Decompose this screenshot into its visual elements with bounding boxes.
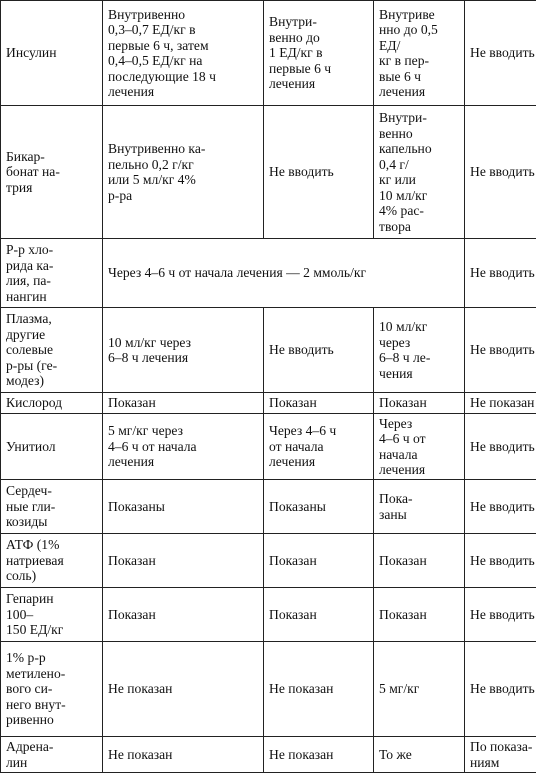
table-cell: Показан xyxy=(103,534,264,588)
table-cell: 5 мг/кг через 4–6 ч от начала лечения xyxy=(103,414,264,480)
table-cell: Не показан xyxy=(264,642,374,737)
table-cell: Внутривенно 0,3–0,7 ЕД/кг в первые 6 ч, затем 0,4–0,5 ЕД/кг на последующие 18 ч лечения xyxy=(103,1,264,106)
table-cell: Не показан xyxy=(103,642,264,737)
table-cell: Не вводить xyxy=(264,106,374,239)
table-cell: Не вводить xyxy=(465,588,536,642)
table-cell: Показан xyxy=(264,393,374,414)
table-row xyxy=(1,1,536,106)
table-cell: Внутри- венно капельно 0,4 г/ кг или 10 мл/кг 4% рас- твора xyxy=(374,106,465,239)
table-row xyxy=(1,414,536,480)
table-cell: Показан xyxy=(103,393,264,414)
table-row xyxy=(1,588,536,642)
table-cell: Внутри- венно до 1 ЕД/кг в первые 6 ч лечения xyxy=(264,1,374,106)
table-cell: Пока- заны xyxy=(374,480,465,534)
table-row xyxy=(1,239,536,308)
table-cell: Не вводить xyxy=(264,308,374,393)
table-row xyxy=(1,480,536,534)
table-cell: Показан xyxy=(374,588,465,642)
table-cell: То же xyxy=(374,737,465,773)
table-cell: Не вводить xyxy=(465,642,536,737)
table-cell: Показан xyxy=(374,534,465,588)
table-cell: Не вводить xyxy=(465,534,536,588)
table-cell: Не вводить xyxy=(465,239,536,308)
table-cell: Показаны xyxy=(103,480,264,534)
table-cell: Показан xyxy=(374,393,465,414)
table-cell: 5 мг/кг xyxy=(374,642,465,737)
table-cell: Внутриве нно до 0,5 ЕД/ кг в пер- вые 6 ч лечения xyxy=(374,1,465,106)
table-cell: Показаны xyxy=(264,480,374,534)
row-label-cell: Унитиол xyxy=(1,414,103,480)
row-label-cell: Р-р хло- рида ка- лия, па- нангин xyxy=(1,239,103,308)
row-label-cell: Плазма, другие солевые р-ры (ге- модез) xyxy=(1,308,103,393)
table-row xyxy=(1,393,536,414)
table-cell: Показан xyxy=(103,588,264,642)
row-label-cell: АТФ (1% натриевая соль) xyxy=(1,534,103,588)
table-row xyxy=(1,534,536,588)
table-cell: Через 4–6 ч от начала лечения xyxy=(374,414,465,480)
table-row xyxy=(1,642,536,737)
table-row xyxy=(1,106,536,239)
table-cell: Не показан xyxy=(465,393,536,414)
row-label-cell: Инсулин xyxy=(1,1,103,106)
table-cell: Не показан xyxy=(103,737,264,773)
row-label-cell: Кислород xyxy=(1,393,103,414)
table-cell: Показан xyxy=(264,588,374,642)
table-cell: Внутривенно ка- пельно 0,2 г/кг или 5 мл/кг 4% р-ра xyxy=(103,106,264,239)
table-row xyxy=(1,737,536,773)
table-cell: Не вводить xyxy=(465,414,536,480)
table-cell: Не показан xyxy=(264,737,374,773)
table-cell: 10 мл/кг через 6–8 ч лечения xyxy=(103,308,264,393)
row-label-cell: Сердеч- ные гли- козиды xyxy=(1,480,103,534)
row-label-cell: Гепарин 100– 150 ЕД/кг xyxy=(1,588,103,642)
table-cell: По показа- ниям xyxy=(465,737,536,773)
table-cell: Через 4–6 ч от начала лечения xyxy=(264,414,374,480)
table-row xyxy=(1,308,536,393)
table-cell-merged: Через 4–6 ч от начала лечения — 2 ммоль/кг xyxy=(103,239,465,308)
table-cell: Не вводить xyxy=(465,106,536,239)
table-cell: Не вводить xyxy=(465,1,536,106)
table-cell: Показан xyxy=(264,534,374,588)
row-label-cell: 1% р-р метилено- вого си- него внут- ривенно xyxy=(1,642,103,737)
table-cell: 10 мл/кг через 6–8 ч ле- чения xyxy=(374,308,465,393)
row-label-cell: Бикар- бонат на- трия xyxy=(1,106,103,239)
table-cell: Не вводить xyxy=(465,308,536,393)
row-label-cell: Адрена- лин xyxy=(1,737,103,773)
table-cell: Не вводить xyxy=(465,480,536,534)
